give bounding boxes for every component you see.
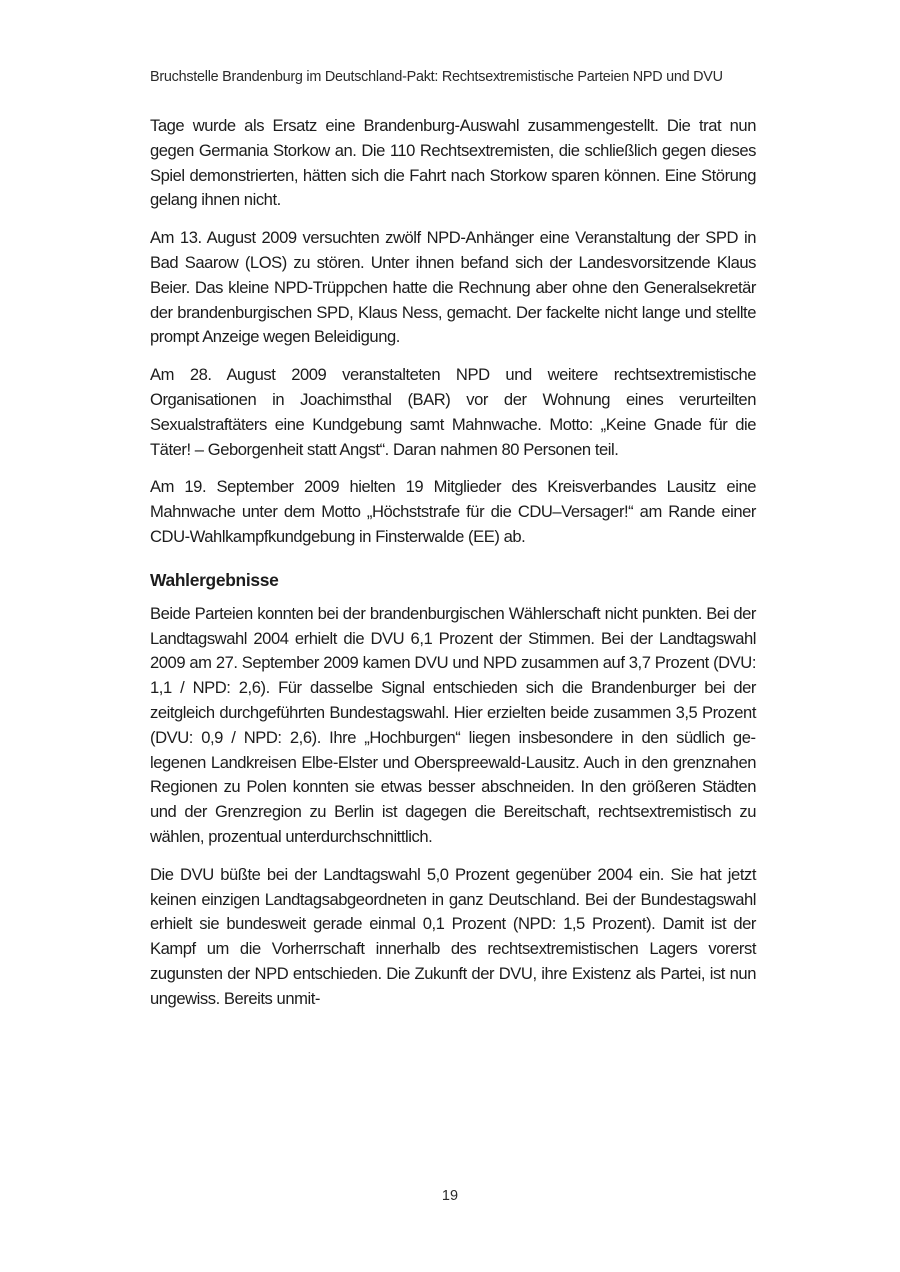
paragraph-storkow-demonstration: Tage wurde als Ersatz eine Brandenburg-Auswahl zusammengestellt. Die trat nun gegen Germania Storkow an. Die 110 Rechtsextremisten, die schließlich gegen dieses Spiel demonstrierten, hätten sich die Fahrt nach Storkow sparen können. Eine Störung gelang ihnen nicht. <box>150 116 756 210</box>
body-text <box>150 114 756 1025</box>
paragraph-joachimsthal: Am 28. August 2009 veranstalteten NPD und weitere rechtsextremistische Organisationen in Joachimsthal (BAR) vor der Wohnung eines verurteilten Sexualstraftäters eine Kundgebung samt Mahnwache. Motto: „Keine Gnade für die Täter! – Geborgenheit statt Angst“. Daran nahmen 80 Personen teil. <box>150 365 756 459</box>
paragraph-dvu-losses: Die DVU büßte bei der Landtagswahl 5,0 Prozent gegenüber 2004 ein. Sie hat jetzt keinen einzigen Landtagsabgeordneten in ganz Deutschland. Bei der Bundestagswahl erhielt sie bundesweit gerade einmal 0,1 Prozent (NPD: 1,5 Prozent). Damit ist der Kampf um die Vorherrschaft innerhalb des rechtsextremistischen Lagers vorerst zugunsten der NPD entschieden. Die Zukunft der DVU, ihre Existenz als Partei, ist nun ungewiss. Bereits unmit- <box>150 864 756 1008</box>
paragraph-bad-saarow: Am 13. August 2009 versuchten zwölf NPD-Anhänger eine Veranstaltung der SPD in Bad Saarow (LOS) zu stören. Unter ihnen befand sich der Landesvorsitzende Klaus Beier. Das kleine NPD-Trüppchen hatte die Rechnung aber ohne den Generalsekretär der brandenburgischen SPD, Klaus Ness, gemacht. Der fackelte nicht lange und stellte prompt Anzeige wegen Beleidigung. <box>150 228 756 347</box>
paragraph-finsterwalde: Am 19. September 2009 hielten 19 Mitglieder des Kreisverbandes Lausitz eine Mahnwache unter dem Motto „Höchststrafe für die CDU–Versager!“ am Rande einer CDU-Wahlkampfkundgebung in Finsterwalde (EE) ab. <box>150 477 756 546</box>
page-number: 19 <box>441 1188 459 1204</box>
running-header: Bruchstelle Brandenburg im Deutschland-Pakt: Rechtsextremistische Parteien NPD und DVU <box>150 69 723 85</box>
paragraph-election-results: Beide Parteien konnten bei der brandenburgischen Wählerschaft nicht punkten. Bei der Landtagswahl 2004 erhielt die DVU 6,1 Prozent der Stimmen. Bei der Landtagswahl 2009 am 27. September 2009 kamen DVU und NPD zusammen auf 3,7 Prozent (DVU: 1,1 / NPD: 2,6). Für dasselbe Signal entschieden sich die Brandenburger bei der zeitgleich durchgeführten Bundestagswahl. Hier erzielten beide zusammen 3,5 Prozent (DVU: 0,9 / NPD: 2,6). Ihre „Hochburgen“ liegen insbesondere in den südlich gelegenen Landkreisen Elbe-Elster und Oberspreewald-Lausitz. Auch in den grenznahen Regionen zu Polen konnten sie etwas besser abschneiden. In den größeren Städten und der Grenzregion zu Berlin ist dagegen die Bereitschaft, rechtsextremistisch zu wählen, prozentual unterdurchschnittlich. <box>150 603 756 846</box>
section-heading-wahlergebnisse: Wahlergebnisse <box>150 569 279 590</box>
